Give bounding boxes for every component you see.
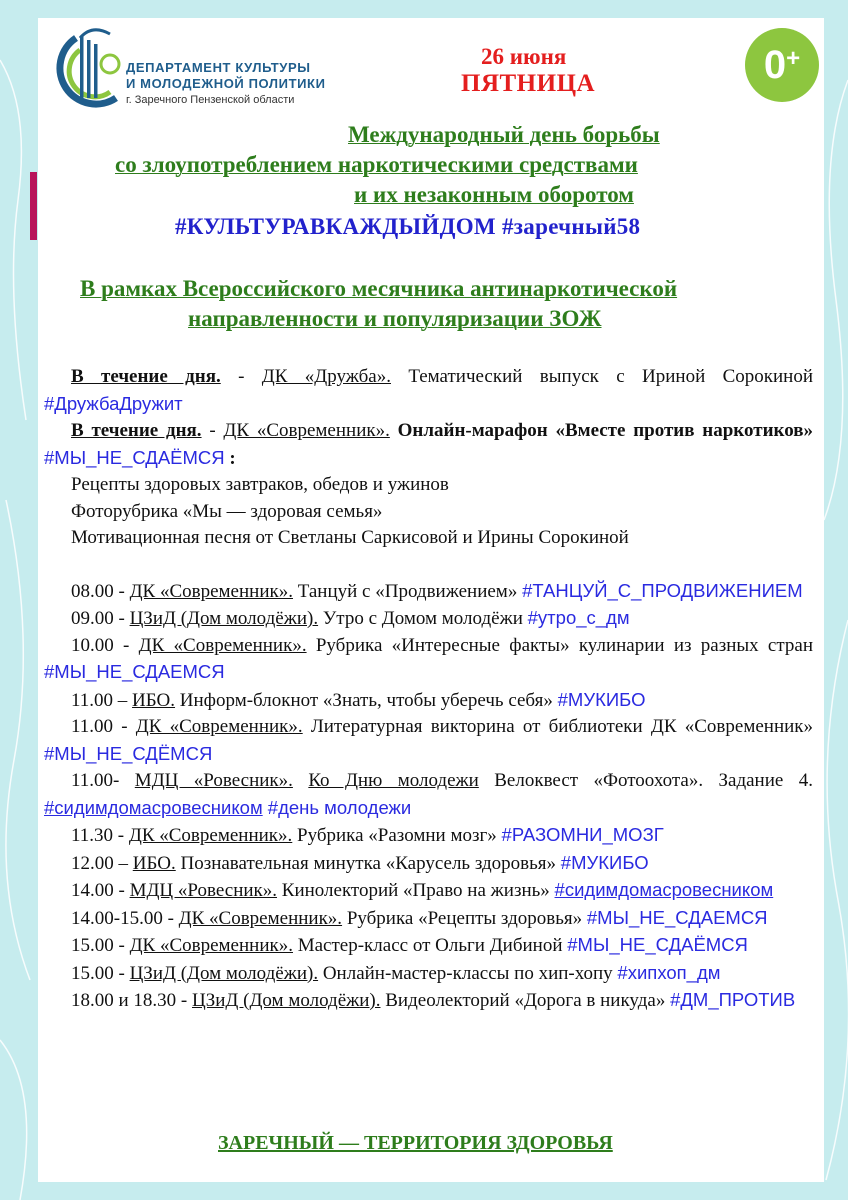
entry-venue: ЦЗиД (Дом молодёжи). (192, 990, 381, 1011)
entry-hashtag: #день молодежи (262, 796, 412, 818)
program-entry (44, 578, 813, 606)
entry-time: 14.00 - (71, 880, 130, 901)
entry-hashtag: #ТАНЦУЙ_С_ПРОДВИЖЕНИЕМ (522, 579, 803, 601)
entry-hashtag: #РАЗОМНИ_МОЗГ (501, 824, 664, 845)
entry-hashtag: #утро_с_дм (527, 607, 630, 628)
program-entry (44, 905, 813, 933)
program-entry (44, 932, 813, 960)
entry-description: Литературная викторина от библиотеки ДК «Современник» (302, 716, 814, 737)
program-entry (44, 714, 813, 768)
entry-topic: Ко Дню молодежи (308, 770, 479, 791)
title-line-2: со злоупотреблением наркотическими средствами (115, 152, 638, 177)
entry-venue: ДК «Современник». (138, 634, 307, 656)
program-entry (44, 987, 813, 1015)
entry-venue: ДК «Современник». (178, 907, 343, 929)
entry-hashtag: #сидимдомасровесником (44, 796, 263, 818)
entry-time: 09.00 - (71, 608, 130, 629)
logo-text (126, 60, 326, 107)
entry-time: В течение дня. (71, 366, 221, 387)
entry-time: 12.00 – (71, 852, 133, 874)
department-emblem-icon (40, 26, 126, 116)
logo-line-1: ДЕПАРТАМЕНТ КУЛЬТУРЫ (126, 60, 311, 75)
event-date: 26 июня (481, 44, 567, 69)
program-entry: В течение дня. - ДК «Дружба». Тематический выпуск с Ириной Сорокиной #ДружбаДружит (44, 366, 813, 414)
age-rating-plus: + (786, 45, 801, 72)
entry-time: 08.00 - (71, 580, 130, 602)
marathon-item: Фоторубрика «Мы — здоровая семья» (71, 500, 383, 522)
entry-venue: ДК «Современник». (129, 935, 293, 956)
title-line-3: и их незаконным оборотом (354, 182, 634, 207)
entry-time: 10.00 - (71, 634, 139, 656)
program-entry (44, 687, 813, 715)
entry-venue: ДК «Современник». (128, 825, 293, 846)
entry-time: 11.00 - (71, 716, 136, 737)
entry-description: Познавательная минутка «Карусель здоровья» (175, 852, 561, 874)
entry-time: 15.00 - (71, 962, 130, 984)
entry-description: Видеолекторий «Дорога в никуда» (380, 990, 671, 1011)
program-entry (44, 850, 813, 878)
program-entry: В течение дня. - ДК «Современник». Онлайн-марафон «Вместе против наркотиков» #МЫ_НЕ_СДАЁМСЯ : (44, 420, 813, 469)
entry-venue: МДЦ «Ровесник». (129, 880, 278, 901)
entry-hashtag: #МЫ_НЕ_СДАЁМСЯ (44, 446, 225, 468)
entry-hashtag: #сидимдомасровесником (554, 879, 774, 900)
side-accent-bar (30, 172, 37, 240)
entry-hashtag: #МЫ_НЕ_СДАЕМСЯ (44, 661, 225, 682)
entry-time: 15.00 - (71, 935, 130, 956)
entry-description: Утро с Домом молодёжи (318, 608, 528, 629)
entry-hashtag: #МУКИБО (560, 851, 649, 873)
entry-venue: ДК «Современник». (129, 580, 293, 602)
logo-line-3: г. Заречного Пензенской области (126, 94, 295, 106)
entry-time: 18.00 и 18.30 - (71, 990, 192, 1011)
subtitle-line-2: направленности и популяризации ЗОЖ (188, 306, 602, 331)
entry-hashtag: #хипхоп_дм (617, 961, 721, 983)
title-line-1: Международный день борьбы (348, 122, 660, 147)
entry-hashtag: #ДружбаДружит (44, 392, 183, 414)
entry-time: 11.00 – (71, 689, 133, 711)
program-entry (44, 822, 813, 850)
entry-hashtag: #МУКИБО (557, 688, 646, 710)
entry-description: Мастер-класс от Ольги Дибиной (292, 935, 568, 956)
program-entry (44, 633, 813, 687)
marathon-item: Рецепты здоровых завтраков, обедов и ужинов (71, 474, 449, 495)
entry-venue: ИБО. (132, 852, 176, 874)
entry-description: Рубрика «Рецепты здоровья» (342, 907, 587, 929)
age-rating-badge (745, 28, 819, 102)
entry-description: Танцуй с «Продвижением» (292, 580, 523, 602)
entry-description: Тематический выпуск с Ириной Сорокиной (390, 366, 813, 387)
poster-page (38, 18, 824, 1182)
entry-description: Велоквест «Фотоохота». Задание 4. (478, 770, 813, 791)
header-hashtags: #КУЛЬТУРАВКАЖДЫЙДОМ #заречный58 (175, 214, 641, 239)
entry-venue: ДК «Дружба». (261, 366, 391, 387)
program-entry (44, 768, 813, 822)
entry-venue: ИБО. (132, 689, 176, 711)
age-rating-digit: 0 (763, 43, 787, 87)
entry-time: 14.00-15.00 - (71, 907, 179, 929)
entry-description: Онлайн-марафон «Вместе против наркотиков» (389, 420, 813, 441)
entry-time: В течение дня. (71, 420, 202, 441)
entry-time: 11.00- (71, 770, 135, 791)
entry-time: 11.30 - (71, 825, 129, 846)
entry-description: Рубрика «Интересные факты» кулинарии из разных стран (306, 634, 814, 656)
entry-hashtag: #ДМ_ПРОТИВ (670, 989, 796, 1010)
event-weekday: ПЯТНИЦА (461, 70, 596, 97)
entry-description: Кинолекторий «Право на жизнь» (277, 880, 555, 901)
logo-line-2: И МОЛОДЕЖНОЙ ПОЛИТИКИ (126, 76, 326, 91)
entry-hashtag: #МЫ_НЕ_СДАЕМСЯ (586, 906, 768, 928)
department-logo (40, 26, 380, 126)
footer-slogan: ЗАРЕЧНЫЙ — ТЕРРИТОРИЯ ЗДОРОВЬЯ (218, 1132, 613, 1154)
program-entry (44, 605, 813, 633)
entry-venue: ДК «Современник». (223, 420, 390, 441)
entry-hashtag: #МЫ_НЕ_СДАЁМСЯ (567, 934, 748, 955)
entry-venue: ЦЗиД (Дом молодёжи). (129, 962, 319, 984)
entry-hashtag: #МЫ_НЕ_СДЁМСЯ (44, 742, 213, 764)
program-entry (44, 877, 813, 905)
marathon-item: Мотивационная песня от Светланы Саркисовой и Ирины Сорокиной (71, 527, 629, 548)
entry-description: Рубрика «Разомни мозг» (292, 825, 502, 846)
program-list (44, 364, 813, 1015)
entry-venue: ЦЗиД (Дом молодёжи). (129, 608, 319, 629)
subtitle-line-1: В рамках Всероссийского месячника антинаркотической (80, 276, 678, 301)
entry-venue: МДЦ «Ровесник». (134, 770, 293, 791)
spacer (44, 552, 813, 578)
program-entry (44, 960, 813, 988)
entry-venue: ДК «Современник». (135, 716, 303, 737)
entry-description: Онлайн-мастер-классы по хип-хопу (318, 962, 618, 984)
entry-description: Информ-блокнот «Знать, чтобы уберечь себя» (175, 689, 558, 711)
